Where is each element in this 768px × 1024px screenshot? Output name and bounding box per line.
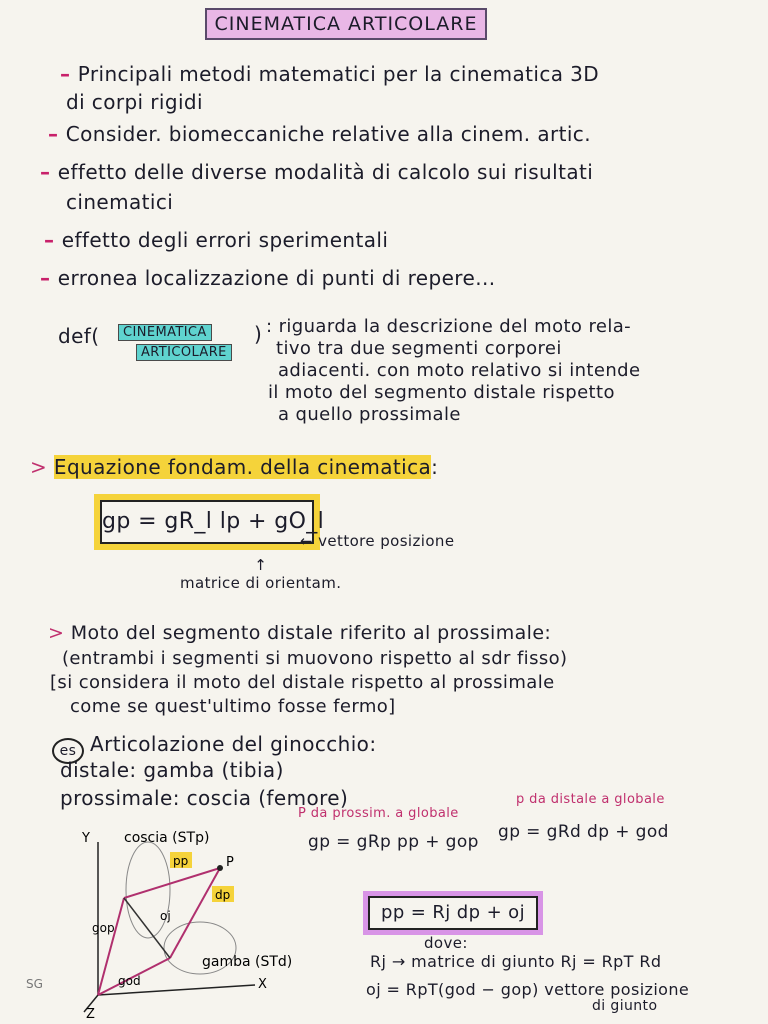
bullet-text: Consider. biomeccaniche relative alla cinem. artic.: [65, 122, 591, 146]
def-term-line1: CINEMATICA: [118, 324, 212, 341]
def-term-line2: ARTICOLARE: [136, 344, 232, 361]
motion-line-4: come se quest'ultimo fosse fermo]: [70, 696, 396, 717]
label-matrice: ↑ matrice di orientam.: [180, 556, 342, 592]
rj-line: Rj → matrice di giunto Rj = RpT Rd: [370, 952, 662, 971]
dove-label: dove:: [424, 934, 468, 952]
bullet-text: erronea localizzazione di punti di repere...: [57, 266, 496, 290]
coscia-label: coscia (STp): [124, 830, 210, 846]
bullet-2: [48, 122, 591, 146]
bullet-1-cont: di corpi rigidi: [66, 90, 203, 114]
def-prefix: def(: [58, 324, 100, 348]
def-line-5: a quello prossimale: [278, 404, 461, 425]
example-proximal: prossimale: coscia (femore): [60, 786, 349, 810]
gamba-label: gamba (STd): [202, 954, 293, 970]
motion-line-2: (entrambi i segmenti si muovono rispetto al sdr fisso): [62, 648, 568, 669]
vector-oj: [124, 898, 170, 958]
eq-proximal-global: gp = gRp pp + gop: [308, 832, 479, 852]
motion-line-1: > Moto del segmento distale riferito al prossimale:: [48, 622, 552, 644]
bullet-dash: –: [44, 228, 62, 252]
def-close-paren: ): [254, 322, 263, 346]
bullet-4: [44, 228, 388, 252]
arrow-marker: >: [30, 455, 54, 479]
example-badge: es: [52, 738, 84, 764]
bullet-dash: –: [40, 266, 58, 290]
bullet-dash: –: [48, 122, 66, 146]
knee-diagram: [20, 820, 340, 1020]
joint-equation-box: pp = Rj dp + oj: [368, 896, 538, 930]
fundamental-equation: gp = gR_l lp + gO_l: [100, 500, 314, 544]
example-distal: distale: gamba (tibia): [60, 758, 284, 782]
label-vettore: ← vettore posizione: [300, 532, 455, 550]
axis-z-label: Z: [86, 1007, 95, 1020]
example-title: Articolazione del ginocchio:: [90, 732, 377, 756]
bullet-5: [40, 266, 495, 290]
page-title: CINEMATICA ARTICOLARE: [205, 8, 487, 40]
gop-label: gop: [92, 921, 115, 935]
bullet-dash: –: [60, 62, 78, 86]
bullet-dash: –: [40, 160, 58, 184]
axis-y-label: Y: [82, 831, 90, 846]
arrow-marker: >: [48, 622, 71, 644]
note-distale-globale: p da distale a globale: [516, 792, 665, 807]
bullet-3: [40, 160, 593, 184]
note-prossim-globale: P da prossim. a globale: [298, 806, 459, 821]
dp-label: dp: [215, 888, 231, 902]
oj-line: oj = RpT(god − gop) vettore posizione: [366, 980, 690, 999]
point-p: [217, 865, 223, 871]
def-line-1: : riguarda la descrizione del moto rela-: [266, 316, 632, 337]
p-label: P: [226, 855, 234, 870]
bullet-text: effetto delle diverse modalità di calcolo sui risultati: [57, 160, 594, 184]
origin-label: SG: [26, 977, 43, 991]
bullet-text: Principali metodi matematici per la cinematica 3D: [77, 62, 600, 86]
oj-label: oj: [160, 909, 171, 923]
axis-x-label: X: [258, 977, 267, 992]
bullet-text: effetto degli errori sperimentali: [61, 228, 389, 252]
def-line-3: adiacenti. con moto relativo si intende: [278, 360, 641, 381]
def-line-4: il moto del segmento distale rispetto: [268, 382, 615, 403]
eq-distal-global: gp = gRd dp + god: [498, 822, 669, 842]
def-line-2: tivo tra due segmenti corporei: [276, 338, 562, 359]
god-label: god: [118, 974, 141, 988]
bullet-1: [60, 62, 599, 86]
equation-heading: > Equazione fondam. della cinematica:: [30, 455, 439, 479]
bullet-3-cont: cinematici: [66, 190, 174, 214]
motion-line-3: [si considera il moto del distale rispetto al prossimale: [50, 672, 555, 693]
oj-line-2: di giunto: [592, 998, 658, 1014]
pp-label: pp: [173, 854, 189, 868]
